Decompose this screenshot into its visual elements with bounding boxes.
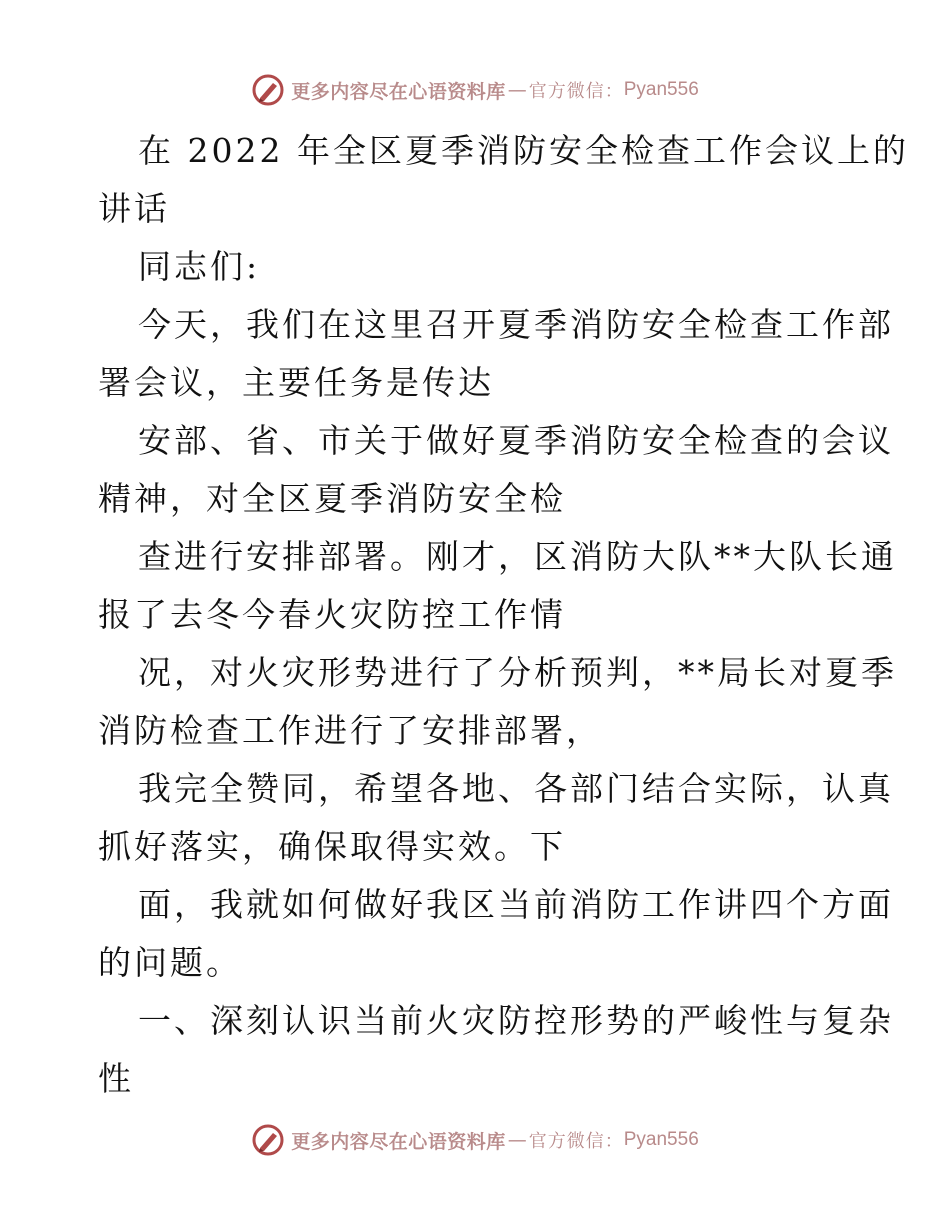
section-heading-line-1: 一、深刻认识当前火灾防控形势的严峻性与复杂: [138, 1001, 894, 1040]
paragraph-line: 面，我就如何做好我区当前消防工作讲四个方面: [138, 885, 894, 924]
paragraph-line: 今天，我们在这里召开夏季消防安全检查工作部: [138, 305, 894, 344]
paragraph-line: 精神，对全区夏季消防安全检: [98, 479, 566, 518]
document-title-line-2: 讲话: [98, 189, 170, 228]
watermark-handle: Pyan556: [623, 1129, 699, 1150]
paragraph-line: 况，对火灾形势进行了分析预判，**局长对夏季: [138, 653, 897, 692]
watermark-main-text: 更多内容尽在心语资料库: [291, 80, 506, 103]
pen-logo-icon: [251, 1123, 285, 1157]
watermark-label: 官方微信：: [528, 81, 624, 102]
header-watermark: [0, 70, 950, 110]
watermark-dash: —: [507, 1129, 527, 1151]
document-body: [98, 122, 909, 1108]
salutation: 同志们:: [138, 247, 261, 286]
paragraph-line: 署会议，主要任务是传达: [98, 363, 494, 402]
paragraph-line: 报了去冬今春火灾防控工作情: [98, 595, 566, 634]
watermark-handle: Pyan556: [623, 79, 699, 100]
paragraph-line: 查进行安排部署。刚才，区消防大队**大队长通: [138, 537, 897, 576]
watermark-label: 官方微信：: [528, 1131, 624, 1152]
paragraph-line: 消防检查工作进行了安排部署，: [98, 711, 602, 750]
pen-logo-icon: [251, 73, 285, 107]
footer-watermark: [0, 1120, 950, 1160]
paragraph-line: 我完全赞同，希望各地、各部门结合实际，认真: [138, 769, 894, 808]
paragraph-line: 安部、省、市关于做好夏季消防安全检查的会议: [138, 421, 894, 460]
section-heading-line-2: 性: [98, 1059, 134, 1098]
document-title-line-1: 在 2022 年全区夏季消防安全检查工作会议上的: [138, 131, 909, 170]
paragraph-line: 的问题。: [98, 943, 242, 982]
paragraph-line: 抓好落实，确保取得实效。下: [98, 827, 566, 866]
watermark-dash: —: [507, 79, 527, 101]
watermark-main-text: 更多内容尽在心语资料库: [291, 1130, 506, 1153]
